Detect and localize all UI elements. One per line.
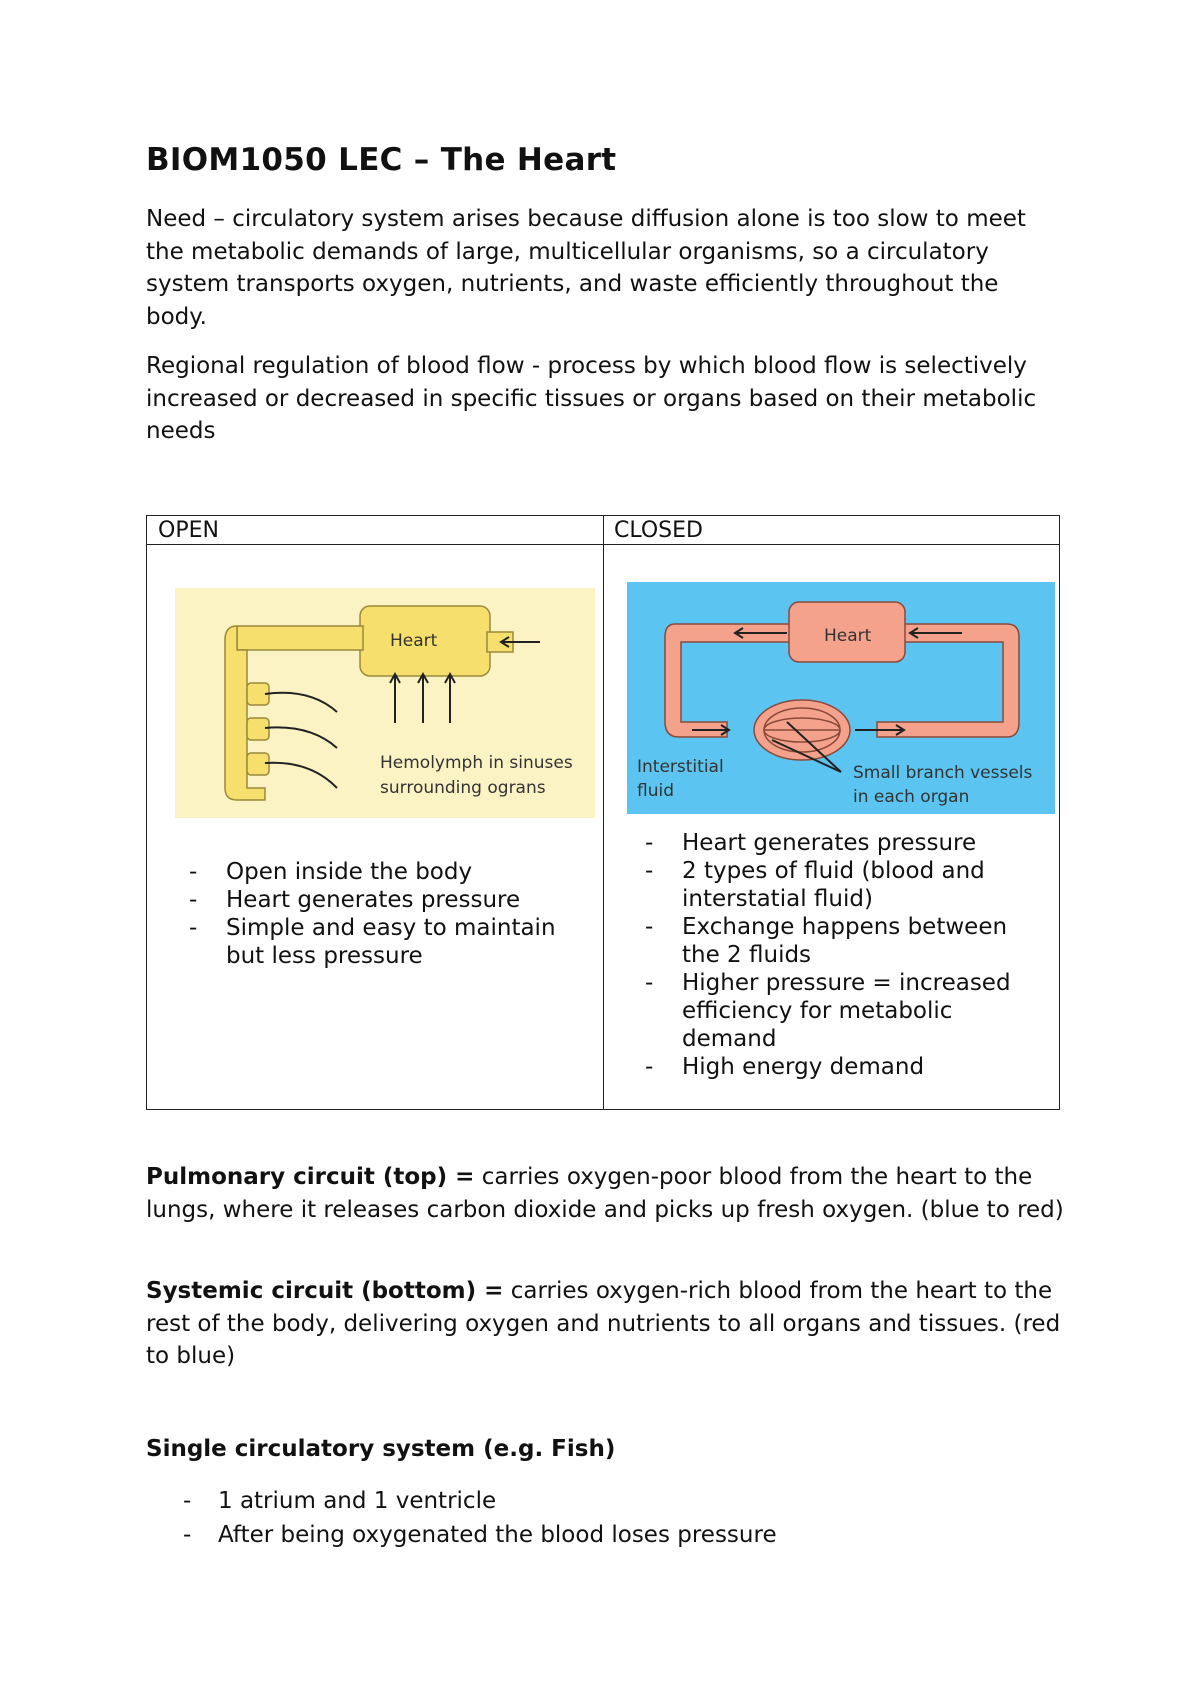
- list-item: - Heart generates pressure: [645, 829, 1051, 857]
- open-points-list: [189, 858, 589, 970]
- pulmonary-text: carries oxygen-poor blood from the heart to the lungs, where it releases carbon dioxide and picks up fresh oxygen. (blue to red): [146, 1164, 1064, 1223]
- need-paragraph: Need – circulatory system arises because diffusion alone is too slow to meet the metabolic demands of large, multicellular organisms, so a circulatory system transports oxygen, nutrients, and waste efficiently throughout the body.: [146, 206, 1026, 330]
- interstitial-label-line2: fluid: [637, 781, 674, 801]
- open-vessel-top: [237, 626, 363, 650]
- table-column-divider: [603, 516, 604, 1109]
- branch-label-line1: Small branch vessels: [853, 763, 1033, 783]
- list-item: - Simple and easy to maintain but less pressure: [189, 914, 589, 970]
- open-caption-line2: surrounding ograns: [380, 778, 546, 798]
- closed-circulation-diagram: [627, 582, 1055, 814]
- open-heart-label: Heart: [390, 631, 438, 651]
- closed-header: CLOSED: [614, 518, 703, 543]
- pulmonary-paragraph: [146, 1161, 1066, 1226]
- list-item: - Higher pressure = increased efficiency for metabolic demand: [645, 969, 1051, 1053]
- list-item: - Heart generates pressure: [189, 886, 589, 914]
- list-item: - After being oxygenated the blood loses pressure: [178, 1518, 1038, 1552]
- systemic-text: carries oxygen-rich blood from the heart to the rest of the body, delivering oxygen and nutrients to all organs and tissues. (red to blue): [146, 1278, 1061, 1369]
- closed-points-list: [645, 829, 1051, 1081]
- list-item: - Exchange happens between the 2 fluids: [645, 913, 1051, 969]
- list-item: - Open inside the body: [189, 858, 589, 886]
- comparison-table: [146, 515, 1060, 1110]
- single-circulatory-heading: Single circulatory system (e.g. Fish): [146, 1436, 616, 1462]
- open-caption-line1: Hemolymph in sinuses: [380, 753, 573, 773]
- open-header: OPEN: [158, 518, 219, 543]
- table-header-divider: [147, 544, 1059, 545]
- branch-label-line2: in each organ: [853, 787, 970, 807]
- systemic-paragraph: [146, 1275, 1066, 1373]
- open-sinus-2: [247, 718, 269, 740]
- closed-heart-label: Heart: [824, 626, 872, 646]
- list-item: - High energy demand: [645, 1053, 1051, 1081]
- open-circulation-diagram: [175, 588, 595, 818]
- list-item: - 1 atrium and 1 ventricle: [178, 1484, 1038, 1518]
- pulmonary-label: Pulmonary circuit (top) =: [146, 1164, 475, 1190]
- regional-regulation-paragraph: Regional regulation of blood flow - process by which blood flow is selectively increased or decreased in specific tissues or organs based on their metabolic needs: [146, 353, 1037, 444]
- list-item: - 2 types of fluid (blood and interstatial fluid): [645, 857, 1051, 913]
- page-title: BIOM1050 LEC – The Heart: [146, 142, 617, 178]
- interstitial-label-line1: Interstitial: [637, 757, 724, 777]
- systemic-label: Systemic circuit (bottom) =: [146, 1278, 504, 1304]
- single-circulatory-list: [178, 1484, 1038, 1552]
- open-sinus-3: [247, 753, 269, 775]
